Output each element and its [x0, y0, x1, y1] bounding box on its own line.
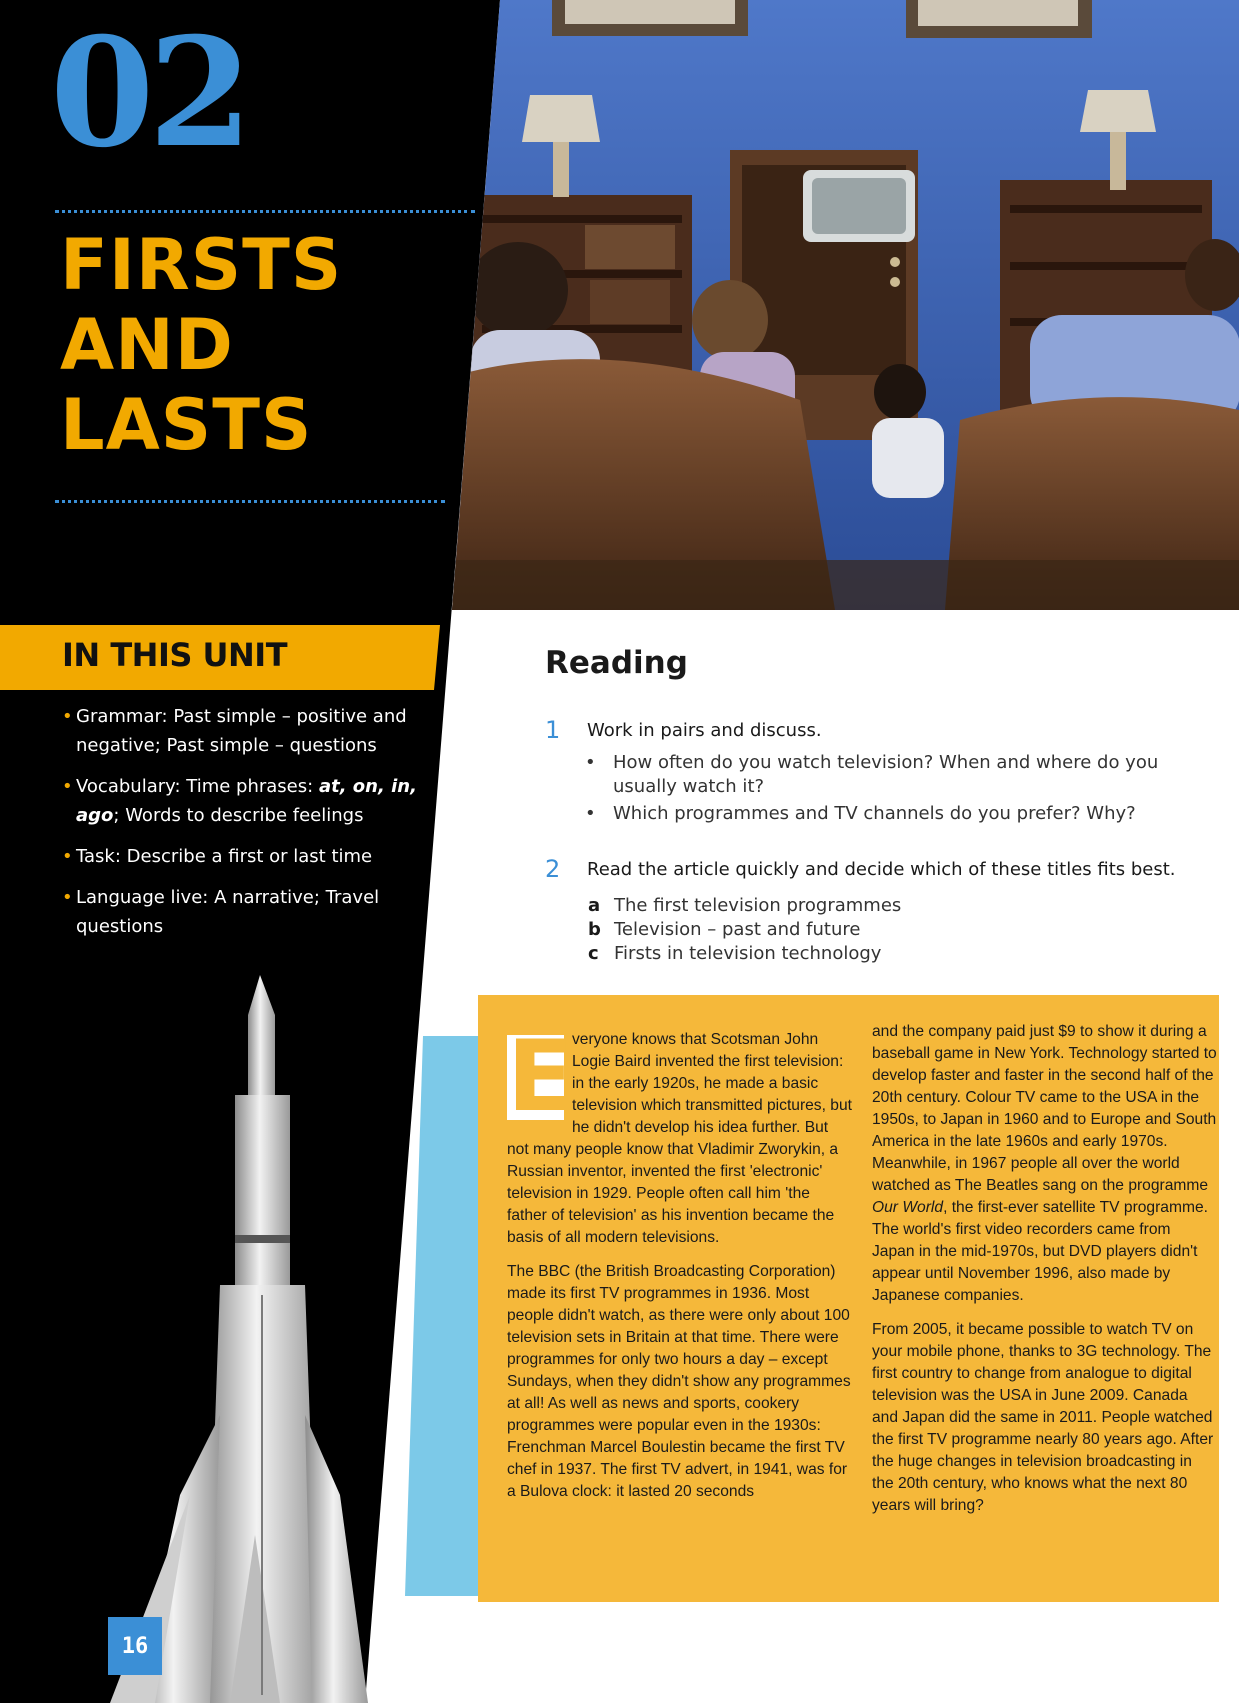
unit-title: [60, 225, 342, 465]
article-column-left: [507, 1020, 852, 1515]
list-item: [588, 942, 1188, 966]
exercise-2-instruction: Read the article quickly and decide which of these titles fits best.: [587, 859, 1176, 880]
drop-cap: E: [507, 1020, 574, 1134]
unit-title-line-3: LASTS: [60, 384, 313, 466]
list-item: • Which programmes and TV channels do you prefer? Why?: [585, 802, 1185, 826]
item-label: Grammar:: [76, 706, 168, 727]
item-text: Describe a first or last time: [126, 846, 373, 867]
option-text: Television – past and future: [614, 919, 861, 940]
item-italic: at, on, in, ago: [76, 776, 417, 826]
rocket-illustration: [50, 975, 370, 1703]
exercise-2-options: [588, 894, 1188, 966]
list-item: • How often do you watch television? When and where do you usually watch it?: [585, 751, 1185, 799]
option-letter: b: [588, 919, 601, 940]
item-text: ; Words to describe feelings: [113, 805, 364, 826]
option-text: Firsts in television technology: [614, 943, 882, 964]
option-text: The first television programmes: [614, 895, 902, 916]
option-letter: c: [588, 943, 599, 964]
item-text: Past simple – positive and negative; Past simple – questions: [76, 706, 407, 756]
list-item: [588, 894, 1188, 918]
article-paragraph-2: The BBC (the British Broadcasting Corporation) made its first TV programmes in 1936. Most people didn't watch, as there were only about 100 television sets in Britain at that time. There were programmes for only two hours a day – except Sundays, when they didn't show any programmes at all! As well as news and sports, cookery programmes were popular even in the 1930s: Frenchman Marcel Boulestin became the first TV chef in 1937. The first TV advert, in 1941, was for a Bulova clock: it lasted 20 seconds: [507, 1263, 851, 1500]
paragraph-text: and the company paid just $9 to show it during a baseball game in New York. Technology started to develop faster and faster in the second half of the 20th century. Colour TV came to the USA in the 1950s, to Japan in 1960 and to Europe and South America in the late 1960s and early 1970s. Meanwhile, in 1967 people all over the world watched as The Beatles sang on the programme: [872, 1023, 1217, 1194]
in-this-unit-heading: IN THIS UNIT: [62, 636, 288, 674]
page-number: 16: [108, 1617, 162, 1675]
item-text: Time phrases:: [186, 776, 314, 797]
exercise-1-questions: [585, 751, 1185, 829]
item-label: Language live:: [76, 887, 209, 908]
article-column-right: [872, 1021, 1217, 1529]
paragraph-text: , the first-ever satellite TV programme. The world's first video recorders came from Japan in the mid-1970s, but DVD players didn't appear until November 1996, also made by Japanese companies.: [872, 1199, 1208, 1304]
list-item: [62, 772, 422, 830]
option-letter: a: [588, 895, 601, 916]
unit-contents-list: [62, 702, 422, 953]
item-text: A narrative; Travel questions: [76, 887, 380, 937]
exercise-1-instruction: Work in pairs and discuss.: [587, 720, 822, 741]
exercise-2-number: 2: [545, 855, 561, 883]
decorative-blue-block: [405, 1036, 480, 1596]
article-paragraph-4: From 2005, it became possible to watch TV on your mobile phone, thanks to 3G technology. The first country to change from analogue to digital television was the USA in June 2009. Canada and Japan did the same in 2011. People watched the first TV programme nearly 80 years ago. After the huge changes in television broadcasting in the 20th century, who knows what the next 80 years will bring?: [872, 1321, 1214, 1514]
divider-top: [55, 210, 475, 213]
list-item: [588, 918, 1188, 942]
programme-title: Our World: [872, 1199, 944, 1216]
unit-number: 02: [50, 5, 247, 181]
list-item: [62, 702, 422, 760]
reading-heading: Reading: [545, 645, 688, 681]
paragraph-text: veryone knows that Scotsman John Logie Baird invented the first television: in the early 1920s, he made a basic television which transmitted pictures, but he didn't develop his idea further. But not many people know that Vladimir Zworykin, a Russian inventor, invented the first 'electronic' television in 1929. People often call him 'the father of television' as his invention became the basis of all modern televisions.: [507, 1031, 852, 1246]
item-label: Vocabulary:: [76, 776, 181, 797]
exercise-1-number: 1: [545, 716, 561, 744]
article-paragraph-1: [507, 1020, 852, 1249]
divider-bottom: [55, 500, 445, 503]
unit-title-line-2: AND: [60, 304, 234, 386]
unit-title-line-1: FIRSTS: [60, 224, 343, 306]
list-item: [62, 883, 422, 941]
list-item: [62, 842, 422, 871]
article-paragraph-3: [872, 1021, 1217, 1307]
item-label: Task:: [76, 846, 121, 867]
